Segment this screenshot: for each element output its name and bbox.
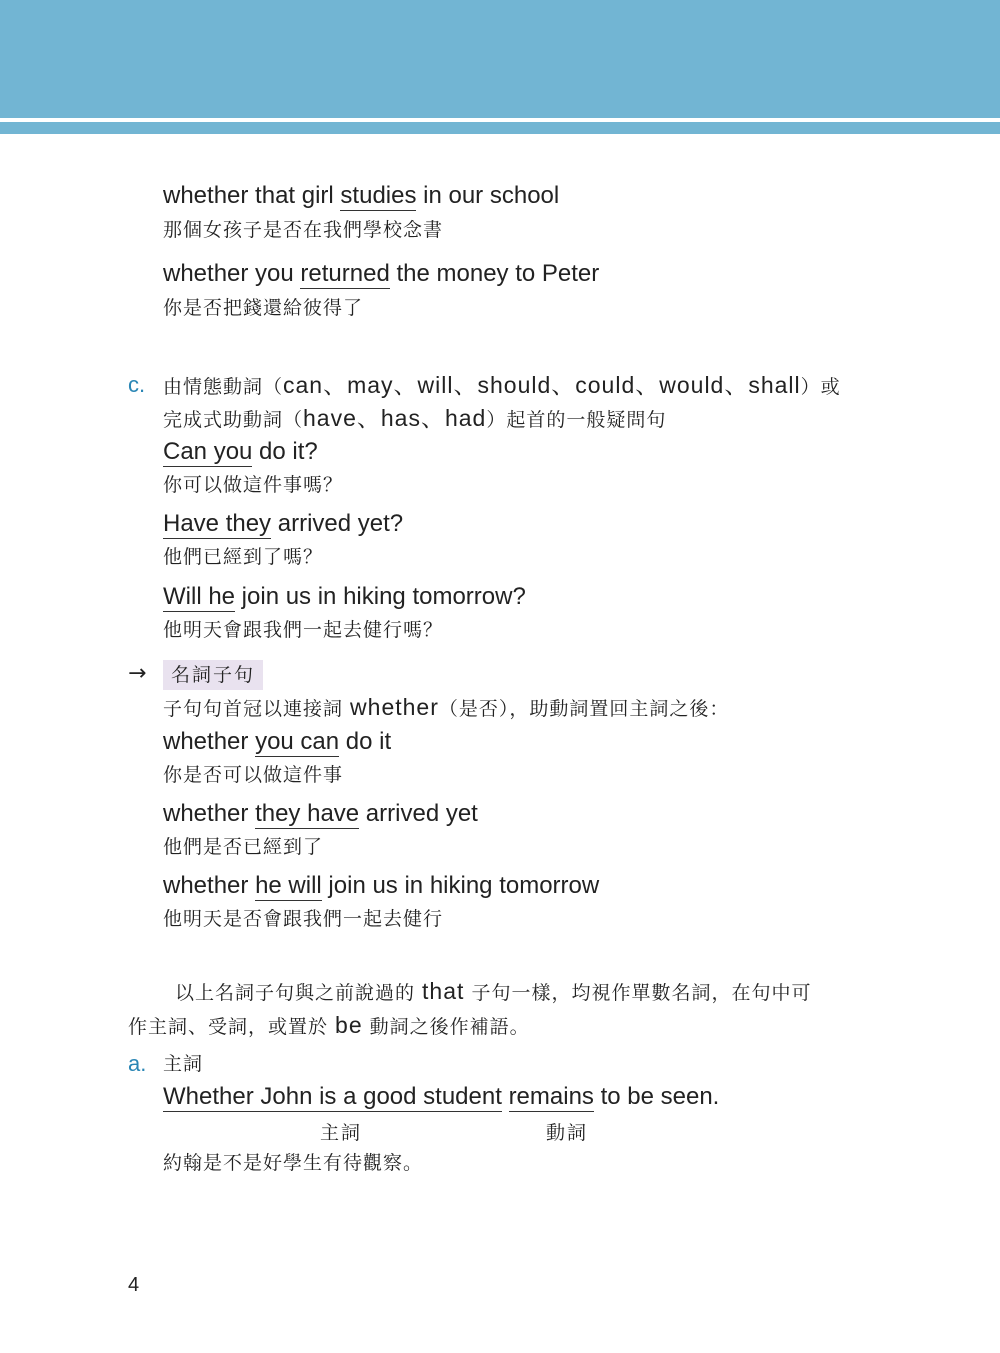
page-number: 4: [128, 1274, 140, 1296]
example-en-1: whether that girl studies in our school: [163, 182, 560, 209]
section-label-a: a.: [128, 1051, 147, 1076]
header-stripe: [0, 122, 1000, 134]
noun-clause-zh-1: 你是否可以做這件事: [163, 764, 344, 786]
verb-label: 動詞: [546, 1122, 589, 1144]
question-zh-2: 他們已經到了嗎？: [163, 546, 324, 568]
subject-example-zh: 約翰是不是好學生有待觀察。: [163, 1152, 424, 1174]
example-zh-1: 那個女孩子是否在我們學校念書: [163, 219, 444, 241]
section-c-line-2: 完成式助動詞（have、has、had）起首的一般疑問句: [163, 405, 667, 431]
example-en-2: whether you returned the money to Peter: [163, 260, 600, 287]
section-label-c: c.: [128, 372, 146, 397]
noun-clause-en-3: whether he will join us in hiking tomorrow: [163, 872, 600, 899]
noun-clause-en-2: whether they have arrived yet: [163, 800, 478, 827]
rule-text: 子句句首冠以連接詞 whether（是否），助動詞置回主詞之後：: [163, 694, 730, 720]
section-c-line-1: 由情態動詞（can、may、will、should、could、would、shall）或: [163, 372, 841, 398]
question-en-2: Have they arrived yet?: [163, 510, 404, 537]
subject-example-en: Whether John is a good student remains to be seen.: [163, 1083, 720, 1110]
question-zh-3: 他明天會跟我們一起去健行嗎？: [163, 619, 444, 641]
paragraph-line-1: 以上名詞子句與之前說過的 that 子句一樣，均視作單數名詞，在句中可: [175, 978, 812, 1004]
question-zh-1: 你可以做這件事嗎？: [163, 474, 344, 496]
noun-clause-zh-2: 他們是否已經到了: [163, 836, 324, 858]
noun-clause-en-1: whether you can do it: [163, 728, 392, 755]
paragraph-line-2: 作主詞、受詞，或置於 be 動詞之後作補語。: [128, 1012, 530, 1038]
example-zh-2: 你是否把錢還給彼得了: [163, 297, 364, 319]
header-banner: [0, 0, 1000, 118]
noun-clause-tag: 名詞子句: [163, 660, 263, 690]
arrow-icon: →: [128, 661, 147, 686]
section-a-title: 主詞: [163, 1053, 204, 1075]
question-en-1: Can you do it?: [163, 438, 318, 465]
noun-clause-zh-3: 他明天是否會跟我們一起去健行: [163, 908, 444, 930]
question-en-3: Will he join us in hiking tomorrow?: [163, 583, 526, 610]
subject-label: 主詞: [320, 1122, 363, 1144]
